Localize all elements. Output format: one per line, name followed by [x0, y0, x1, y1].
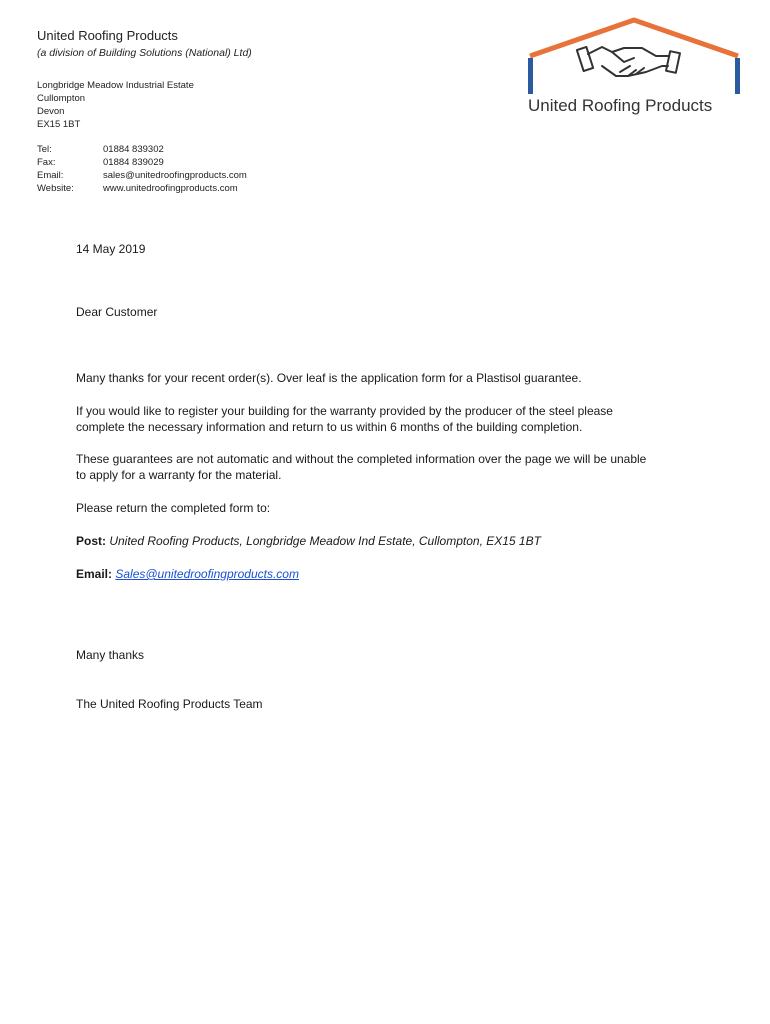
contact-label: Website: [37, 183, 74, 194]
address-line: EX15 1BT [37, 119, 81, 130]
paragraph: Please return the completed form to: [76, 501, 271, 515]
contact-value: 01884 839029 [103, 157, 164, 168]
handshake-roof-icon [524, 14, 744, 96]
contact-value: sales@unitedroofingproducts.com [103, 170, 247, 181]
contact-fax [37, 156, 164, 169]
contact-value: www.unitedroofingproducts.com [103, 183, 238, 194]
paragraph-line: If you would like to register your building for the warranty provided by the producer of the steel please [76, 404, 613, 418]
address-line: Devon [37, 106, 65, 117]
contact-website [37, 182, 238, 195]
address-line: Cullompton [37, 93, 86, 104]
paragraph-line: to apply for a warranty for the material. [76, 468, 282, 482]
paragraph: Many thanks for your recent order(s). Over leaf is the application form for a Plastisol guarantee. [76, 371, 582, 385]
contact-tel [37, 143, 164, 156]
salutation: Dear Customer [76, 305, 158, 319]
post-value: United Roofing Products, Longbridge Meadow Ind Estate, Cullompton, EX15 1BT [109, 534, 541, 548]
paragraph-line: complete the necessary information and return to us within 6 months of the building completion. [76, 420, 583, 434]
email-address [76, 566, 299, 582]
contact-label: Fax: [37, 157, 56, 168]
contact-value: 01884 839302 [103, 144, 164, 155]
logo-text: United Roofing Products [528, 96, 713, 115]
letter-date: 14 May 2019 [76, 242, 146, 256]
paragraph-line: These guarantees are not automatic and without the completed information over the page we will be unable [76, 452, 647, 466]
contact-label: Tel: [37, 144, 52, 155]
address-line: Longbridge Meadow Industrial Estate [37, 80, 194, 91]
post-label: Post: [76, 534, 106, 548]
email-link[interactable]: Sales@unitedroofingproducts.com [115, 567, 299, 581]
company-division: (a division of Building Solutions (National) Ltd) [37, 47, 252, 59]
signature: The United Roofing Products Team [76, 697, 263, 711]
post-address [76, 533, 541, 549]
company-name: United Roofing Products [37, 28, 178, 43]
email-label: Email: [76, 567, 113, 581]
contact-email [37, 169, 247, 182]
closing: Many thanks [76, 648, 145, 662]
contact-label: Email: [37, 170, 64, 181]
company-logo [524, 14, 744, 124]
